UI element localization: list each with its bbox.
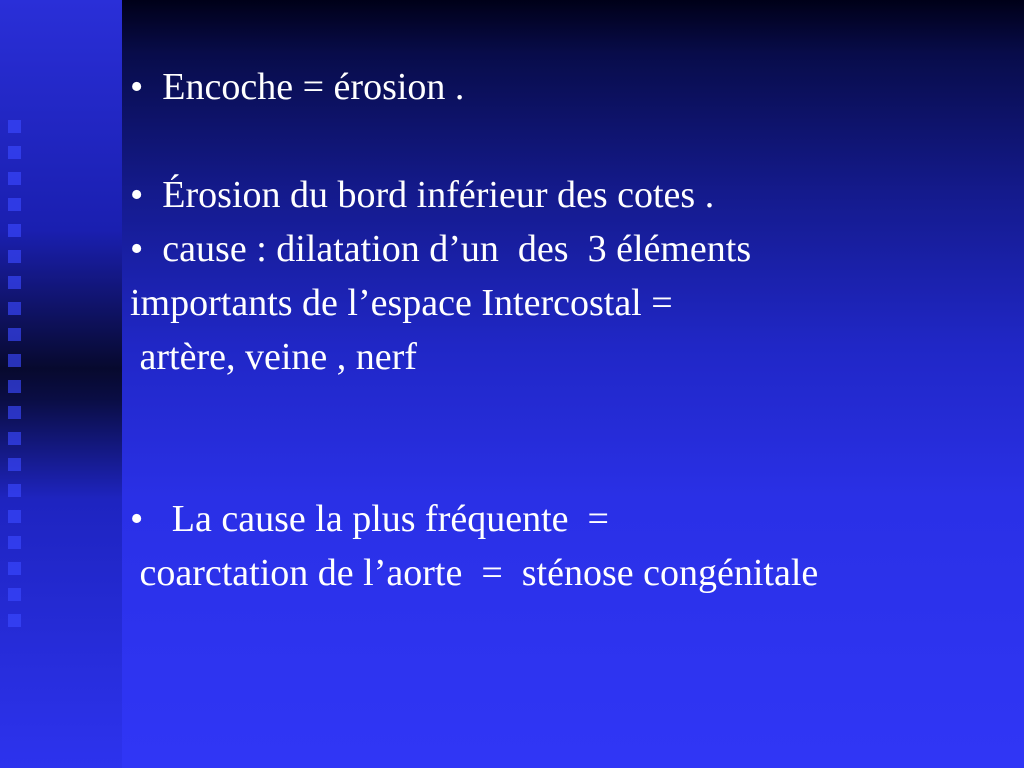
square-icon (8, 562, 21, 575)
text-line: artère, veine , nerf (130, 336, 417, 378)
square-icon (8, 380, 21, 393)
square-icon (8, 224, 21, 237)
square-icon (8, 354, 21, 367)
square-icon (8, 588, 21, 601)
bullet-line: • cause : dilatation d’un des 3 éléments (130, 228, 752, 270)
square-icon (8, 614, 21, 627)
square-icon (8, 406, 21, 419)
square-icon (8, 302, 21, 315)
square-icon (8, 198, 21, 211)
text-line: coarctation de l’aorte = sténose congénitale (130, 552, 819, 594)
square-icon (8, 146, 21, 159)
text-line: importants de l’espace Intercostal = (130, 282, 673, 324)
bullet-line: • Érosion du bord inférieur des cotes . (130, 174, 715, 216)
bullet-line: • La cause la plus fréquente = (130, 498, 609, 540)
square-icon (8, 536, 21, 549)
square-icon (8, 120, 21, 133)
square-icon (8, 432, 21, 445)
blank-line (130, 384, 1010, 438)
left-decorative-band (0, 0, 122, 768)
bullet-line: • Encoche = érosion . (130, 66, 465, 108)
square-icon (8, 510, 21, 523)
square-icon (8, 484, 21, 497)
slide-body (130, 60, 1010, 600)
decorative-squares (8, 120, 26, 640)
square-icon (8, 328, 21, 341)
blank-line (130, 438, 1010, 492)
square-icon (8, 458, 21, 471)
blank-line (130, 114, 1010, 168)
square-icon (8, 172, 21, 185)
square-icon (8, 250, 21, 263)
square-icon (8, 276, 21, 289)
